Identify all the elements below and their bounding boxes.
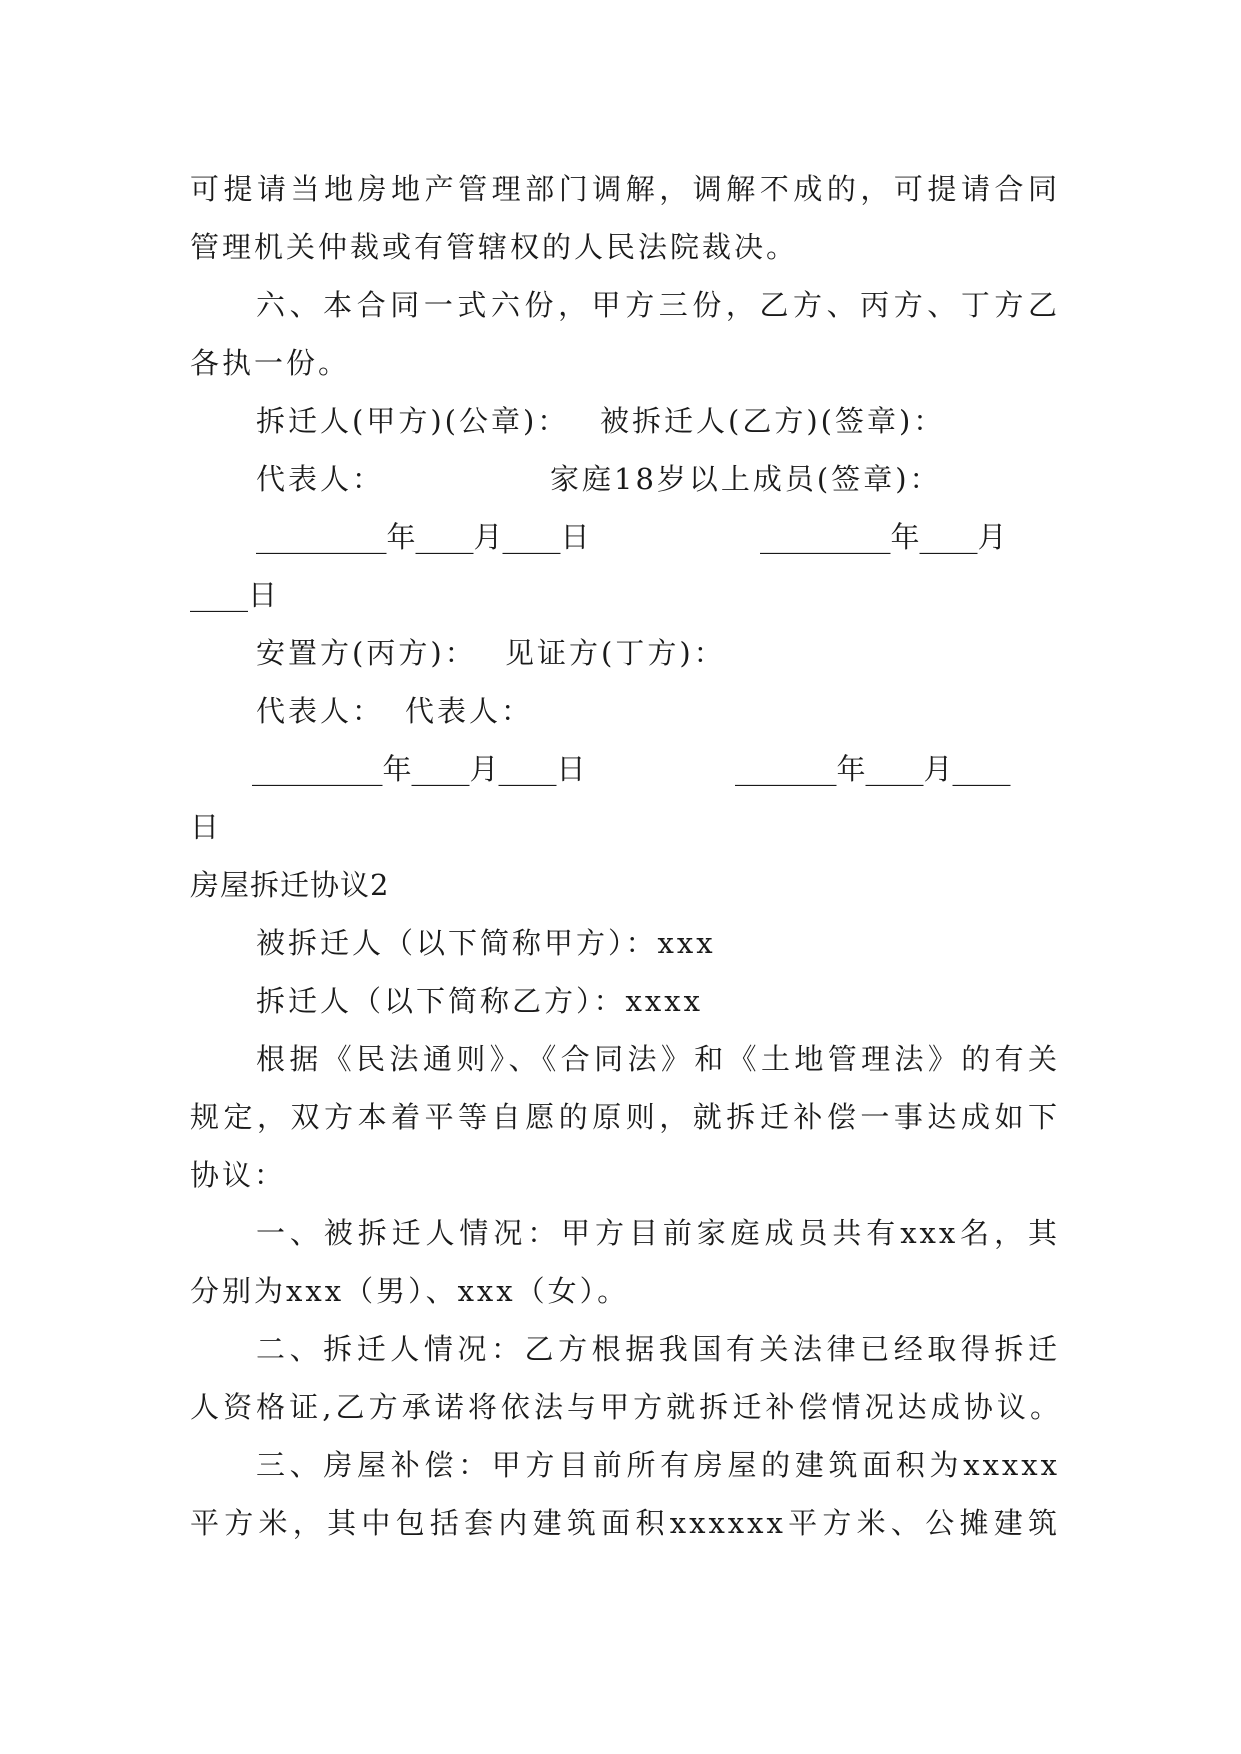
clause-three-line: 三、房屋补偿：甲方目前所有房屋的建筑面积为xxxxx: [256, 1448, 1060, 1482]
signature-row-parties-cd: [190, 624, 1060, 682]
text-line: 各执一份。: [190, 346, 351, 380]
date-row: [190, 508, 1060, 566]
date-line-right: _________年____月: [760, 520, 1007, 554]
agreement-title: 房屋拆迁协议2: [190, 868, 390, 902]
party-a-label: 拆迁人(甲方)(公章)：: [256, 404, 570, 438]
date-line-left: _________年____月____日: [256, 520, 590, 554]
clause-one-line: 分别为xxx（男）、xxx（女）。: [190, 1274, 630, 1308]
paragraph-line: 规定，双方本着平等自愿的原则，就拆迁补偿一事达成如下: [190, 1100, 1060, 1134]
paragraph-line: 协议：: [190, 1158, 287, 1192]
representative-d-label: 代表人：: [405, 694, 534, 728]
text-line: 可提请当地房地产管理部门调解，调解不成的，可提请合同: [190, 172, 1060, 206]
clause-six-line: 六、本合同一式六份，甲方三份，乙方、丙方、丁方乙: [256, 288, 1060, 322]
party-c-label: 安置方(丙方)：: [256, 636, 477, 670]
representative-label: 代表人：: [256, 462, 385, 496]
signature-row-representatives-cd: [190, 682, 1060, 740]
text-line: 管理机关仲裁或有管辖权的人民法院裁决。: [190, 230, 799, 264]
date-line-right: _______年____月____: [735, 752, 1011, 786]
clause-two-line: 人资格证,乙方承诺将依法与甲方就拆迁补偿情况达成协议。: [190, 1390, 1060, 1424]
signature-row-representatives: [190, 450, 1060, 508]
date-line-left: _________年____月____日: [252, 752, 586, 786]
document-page: [190, 160, 1060, 1552]
clause-two-line: 二、拆迁人情况：乙方根据我国有关法律已经取得拆迁: [256, 1332, 1060, 1366]
party-a-line: 被拆迁人（以下简称甲方）：xxx: [256, 926, 716, 960]
date-row: [190, 740, 1060, 798]
family-members-label: 家庭18岁以上成员(签章)：: [550, 462, 942, 496]
paragraph-line: 根据《民法通则》、《合同法》和《土地管理法》的有关: [256, 1042, 1060, 1076]
party-d-label: 见证方(丁方)：: [505, 636, 726, 670]
party-b-line: 拆迁人（以下简称乙方）：xxxx: [256, 984, 703, 1018]
party-b-label: 被拆迁人(乙方)(签章)：: [600, 404, 946, 438]
representative-c-label: 代表人：: [256, 694, 385, 728]
clause-three-line: 平方米，其中包括套内建筑面积xxxxxx平方米、公摊建筑: [190, 1506, 1060, 1540]
date-line-wrap: 日: [190, 810, 223, 844]
signature-row-parties-ab: [190, 392, 1060, 450]
date-line-wrap: ____日: [190, 578, 278, 612]
clause-one-line: 一、被拆迁人情况：甲方目前家庭成员共有xxx名，其: [256, 1216, 1060, 1250]
